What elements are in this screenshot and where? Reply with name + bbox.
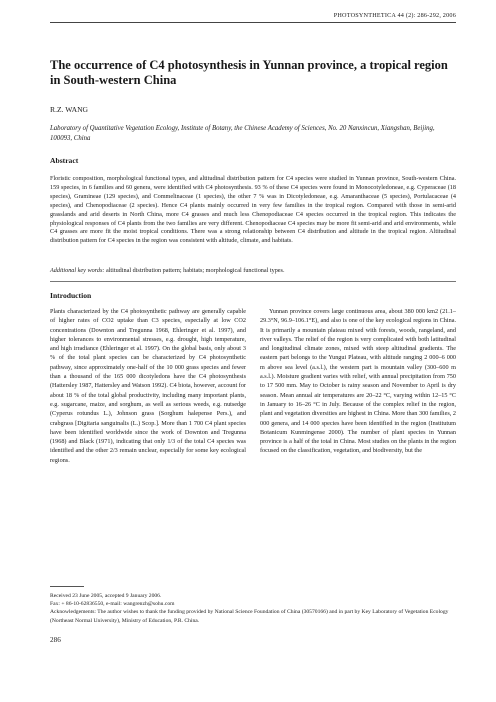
running-head: PHOTOSYNTHETICA 44 (2): 286-292, 2006	[333, 12, 456, 19]
intro-paragraph-left: Plants characterized by the C4 photosynthetic pathway are generally capable of higher rates of CO2 uptake than C3 species, especially at low CO2 concentrations (Downton and Tregunna 1968, Ehleringer et al. 1997), and higher tolerances to environmental stresses, e.g. drought, high temperature, and high irradiance (Ehleringer et al. 1997). On the global basis, only about 3 % of the total plant species can be characterized by C4 photosynthetic pathway, since approximately one-half of the 10 000 grass species and fewer than a thousand of the 165 000 dicotyledons have the C4 photosynthesis (Hattersley 1987, Hattersley and Watson 1992). C4 biota, however, account for about 18 % of the total global productivity, including many important plants, e.g. sugarcane, maize, and sorghum, as well as serious weeds, e.g. nutsedge (Cyperus rotundus L.), Johnson grass (Sorghum halepense Pers.), and crabgrass [Digitaria sanguinalis (L.) Scop.]. More than 1 700 C4 plant species have been identified worldwide since the work of Downton and Tregunna (1968) and Black (1971), indicating that only 1/3 of the total C4 species was identified and the other 2/3 remain unclear, especially for some key ecological regions.	[50, 308, 246, 464]
footnotes	[50, 592, 456, 625]
abstract-text: Floristic composition, morphological functional types, and altitudinal distribution pattern for C4 species were studied in Yunnan province, South-western China. 159 species, in 6 families and 60 genera, were identified with C4 photosynthesis. 93 % of these C4 species were found in Monocotyledoneae, e.g. Cyperaceae (18 species), Gramineae (129 species), and Commelinaceae (1 species), the other 7 % was in Dicotyledoneae, e.g. Amaranthaceae (5 species), Portulacaceae (4 species), and Chenopodiaceae (2 species). Hence C4 plants mainly occurred in very few families in the tropical region. Compared with those in semi-arid grasslands and arid deserts in North China, more C4 grasses and much less Chenopodiaceae C4 species occurred in the tropical region. This indicates the physiological responses of C4 plants from the two families are very different. Chenopodiaceae C4 species may be more fit semi-arid and arid environments, while C4 grasses are more fit the moist tropical conditions. There was a strong relationship between C4 distribution and altitude in the tropical region. Altitudinal distribution pattern for C4 species in the region was consistent with altitude, climate, and habitats.	[50, 175, 456, 245]
footnote-contact: Fax: + 86-10-62836550, e-mail: wangrenzh@sohu.com	[50, 601, 175, 608]
keywords-text: altitudinal distribution pattern; habitats; morphological functional types.	[105, 267, 285, 274]
introduction-heading: Introduction	[50, 291, 92, 300]
page-number: 286	[50, 636, 61, 644]
intro-column-left	[50, 307, 246, 465]
keywords	[50, 267, 456, 276]
affiliation: Laboratory of Quantitative Vegetation Ecology, Institute of Botany, the Chinese Academy of Sciences, No. 20 Nanxincun, Xiangshan, Beijing, 100093, China	[50, 125, 435, 142]
header-rule	[50, 22, 456, 23]
footnote-received: Received 23 June 2005, accepted 9 January 2006.	[50, 593, 162, 599]
intro-paragraph-right: Yunnan province covers large continuous area, about 380 000 km2 (21.1–29.3°N, 96.9–106.1°E), and also is one of the key ecological regions in China. It is primarily a mountain plateau mixed with forests, woods, rangeland, and river valleys. The relief of the region is very complicated with both latitudinal and longitudinal climate zones, mixed with steep altitudinal gradients. The eastern part belongs to the Yungui Plateau, with altitude ranging 2 000–6 000 m above sea level (a.s.l.), the western part is mountain valley (300–600 m a.s.l.). Moisture gradient varies with relief, with annual precipitation from 750 to 17 500 mm. May to October is rainy season and November to April is dry season. Mean annual air temperatures are 20–22 °C, varying within 12–15 °C in January to 16–26 °C in July. Because of the complex relief in the region, plant and vegetation diversities are highest in China. More than 300 families, 2 000 genera, and 14 000 species have been identified in the region (Institutum Botanicum Kunmingense 2000). The number of plant species in Yunnan province is a half of the total in China. Most studies on the plants in the region focused on the classification, vegetation, and biodiversity, but the	[260, 308, 456, 455]
author: R.Z. WANG	[50, 105, 89, 114]
footnote-acknowledgements: Acknowledgements: The author wishes to thank the funding provided by National Science Foundation of China (30570166) and in part by Key Laboratory of Vegetation Ecology (Northeast Normal University), Ministry of Education, P.R. China.	[50, 609, 449, 624]
intro-column-right	[260, 307, 456, 456]
keywords-rule	[50, 281, 456, 282]
article-title: The occurrence of C4 photosynthesis in Yunnan province, a tropical region in South-western China	[50, 58, 448, 87]
footnote-rule	[50, 586, 84, 587]
abstract-heading: Abstract	[50, 156, 79, 165]
keywords-label: Additional key words:	[50, 267, 105, 274]
